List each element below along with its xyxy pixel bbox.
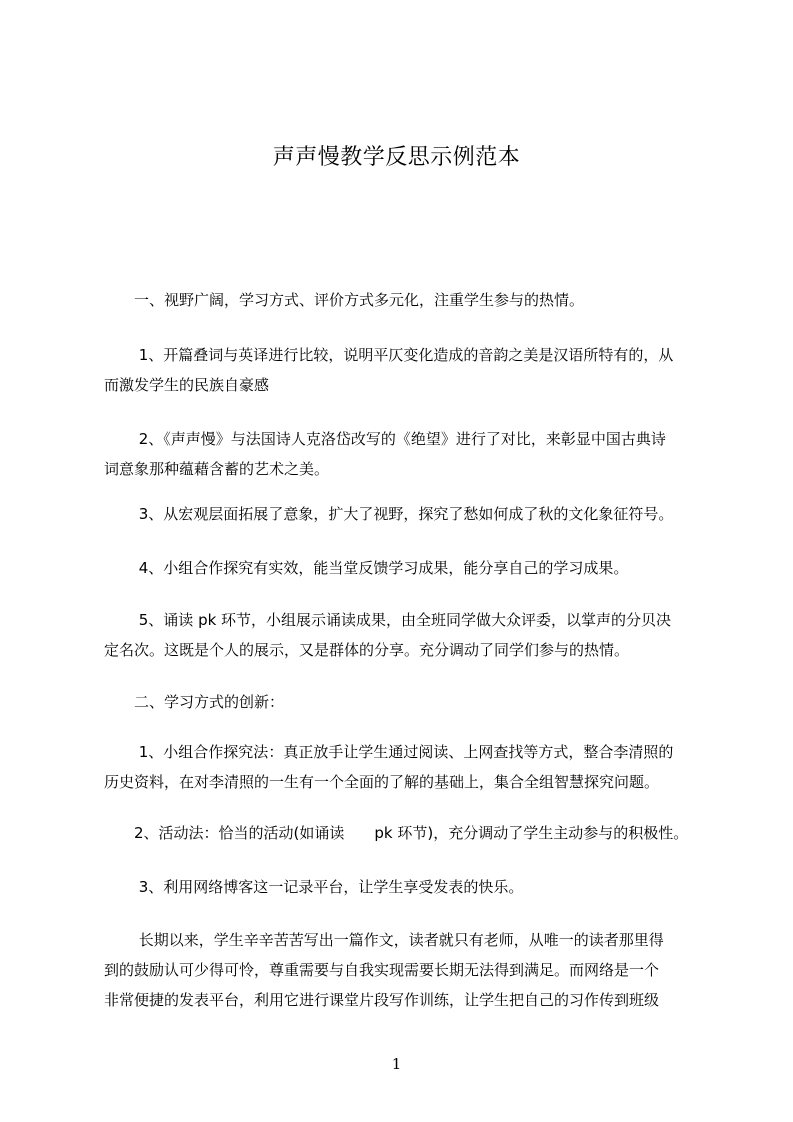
paragraph-11 [104,925,704,1015]
paragraph-line: 2、活动法：恰当的活动(如诵读 pk 环节)，充分调动了学生主动参与的积极性。 [104,824,689,842]
paragraph-4 [104,499,704,529]
paragraph-line: 3、从宏观层面拓展了意象，扩大了视野，探究了愁如何成了秋的文化象征符号。 [104,505,674,523]
paragraph-line: 4、小组合作探究有实效，能当堂反馈学习成果，能分享自己的学习成果。 [104,559,629,577]
paragraph-line: 定名次。这既是个人的展示，又是群体的分享。充分调动了同学们参与的热情。 [104,641,630,659]
paragraph-line: 1、小组合作探究法：真正放手让学生通过阅读、上网查找等方式，整合李清照的 [104,743,674,761]
page-number: 1 [391,1055,402,1073]
paragraph-3 [104,424,704,484]
paragraph-line: 3、利用网络博客这一记录平台，让学生享受发表的快乐。 [104,878,524,896]
paragraph-line: 1、开篇叠词与英译进行比较，说明平仄变化造成的音韵之美是汉语所特有的，从 [104,346,674,364]
paragraph-line: 非常便捷的发表平台，利用它进行课堂片段写作训练，让学生把自己的习作传到班级 [104,991,660,1009]
paragraph-6 [104,605,704,665]
paragraph-line: 一、视野广阔，学习方式、评价方式多元化，注重学生参与的热情。 [104,291,585,309]
paragraph-10 [104,872,704,902]
paragraph-9 [104,818,704,848]
paragraph-line: 2、《声声慢》与法国诗人克洛岱改写的《绝望》进行了对比，来彰显中国古典诗 [104,430,666,448]
document-title: 声声慢教学反思示例范本 [272,145,521,170]
paragraph-line: 词意象那种蕴藉含蓄的艺术之美。 [104,460,330,478]
section-heading: 二、学习方式的创新： [104,693,285,711]
paragraph-line: 5、诵读 pk 环节，小组展示诵读成果，由全班同学做大众评委，以掌声的分贝决 [104,611,672,629]
paragraph-line: 到的鼓励认可少得可怜，尊重需要与自我实现需要长期无法得到满足。而网络是一个 [104,961,660,979]
paragraph-8 [104,737,704,797]
paragraph-7 [104,687,704,717]
paragraph-5 [104,553,704,583]
paragraph-line: 长期以来，学生辛辛苦苦写出一篇作文，读者就只有老师，从唯一的读者那里得 [104,931,664,949]
paragraph-1 [104,285,704,315]
paragraph-line: 历史资料，在对李清照的一生有一个全面的了解的基础上，集合全组智慧探究问题。 [104,773,660,791]
paragraph-line: 而激发学生的民族自豪感 [104,376,270,394]
paragraph-2 [104,340,704,400]
